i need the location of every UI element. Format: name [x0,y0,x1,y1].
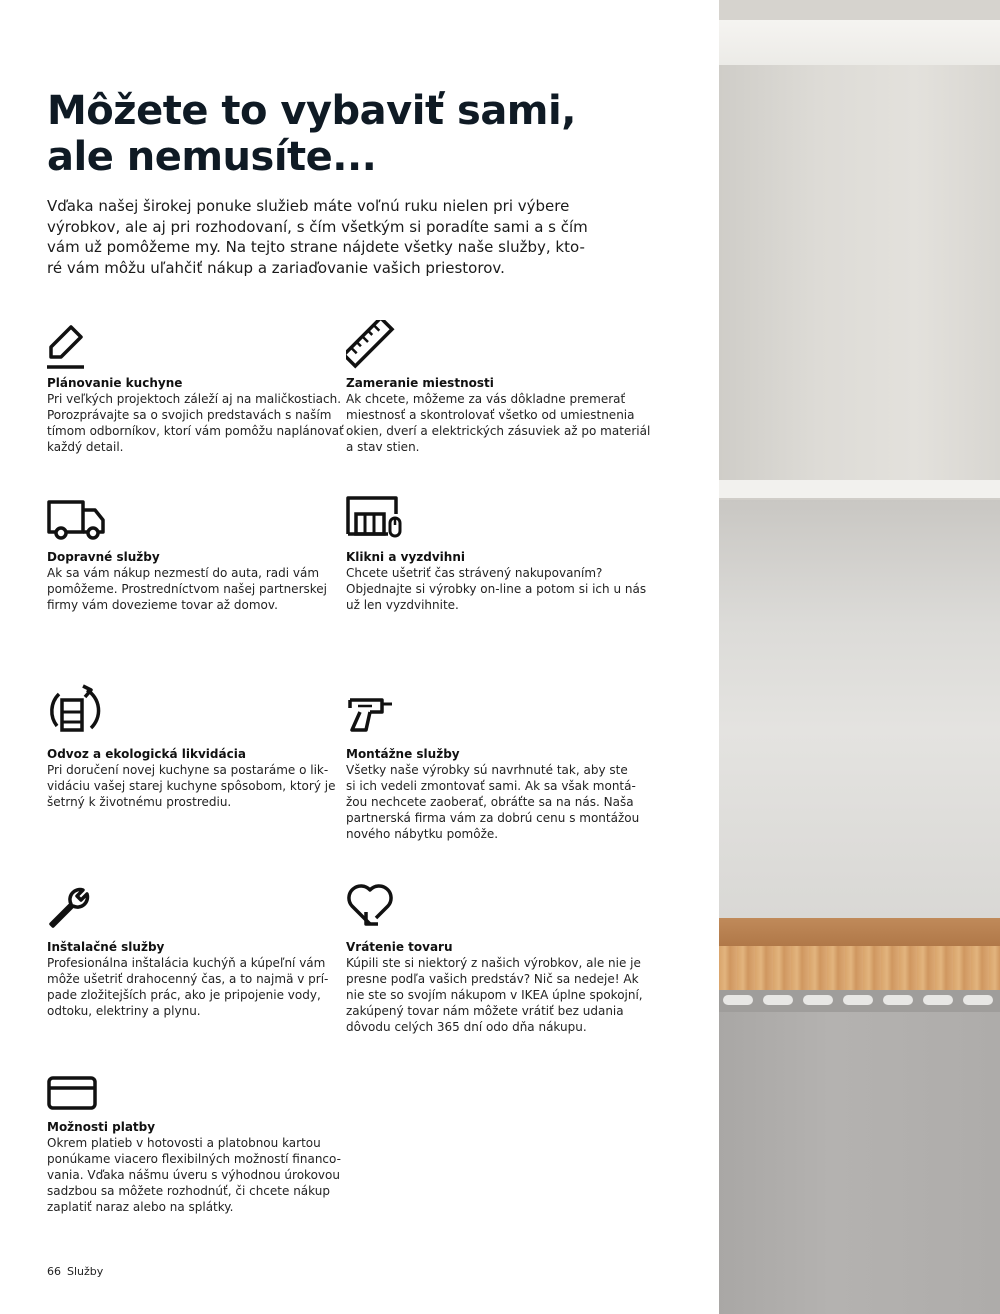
desc-line: presne podľa vašich predstáv? Nič sa nedeje! Ak [346,972,639,986]
photo-upper-cabinet [719,65,1000,480]
desc-line: Okrem platieb v hotovosti a platobnou kartou [47,1136,321,1150]
service-description [47,1135,341,1215]
desc-line: zakúpený tovar nám môžete vrátiť bez udania [346,1004,624,1018]
desc-line: Kúpili ste si niektorý z našich výrobkov, ale nie je [346,956,641,970]
desc-line: dôvodu celých 365 dní odo dňa nákupu. [346,1020,587,1034]
desc-line: firmy vám dovezieme tovar až domov. [47,598,278,612]
rail-slot [843,995,873,1005]
desc-line: zaplatiť naraz alebo na splátky. [47,1200,234,1214]
photo-shelf-edge [719,480,1000,500]
intro-line: ré vám môžu uľahčiť nákup a zariaďovanie vašich priestorov. [47,258,505,277]
page-footer [47,1265,103,1278]
desc-line: už len vyzdvihnite. [346,598,459,612]
desc-line: Ak sa vám nákup nezmestí do auta, radi vám [47,566,320,580]
intro-paragraph [47,196,588,278]
service-title: Klikni a vyzdvihni [346,550,465,564]
click-collect-icon [346,494,410,546]
desc-line: Pri veľkých projektoch záleží aj na maličkostiach. [47,392,342,406]
service-title: Odvoz a ekologická likvidácia [47,747,246,761]
desc-line: si ich vedeli zmontovať sami. Ak sa však montá- [346,779,636,793]
desc-line: pomôžeme. Prostredníctvom našej partnerskej [47,582,327,596]
service-title: Dopravné služby [47,550,160,564]
drill-icon [346,694,410,746]
desc-line: nového nábytku pomôže. [346,827,499,841]
intro-line: Vďaka našej širokej ponuke služieb máte voľnú ruku nielen pri výbere [47,197,570,215]
desc-line: Všetky naše výrobky sú navrhnuté tak, aby ste [346,763,628,777]
desc-line: šetrný k životnému prostrediu. [47,795,232,809]
desc-line: vania. Vďaka nášmu úveru s výhodnou úrokovou [47,1168,340,1182]
desc-line: tímom odborníkov, ktorí vám pomôžu naplánovať [47,424,344,438]
desc-line: odtoku, elektriny a plynu. [47,1004,201,1018]
rail-slot [883,995,913,1005]
photo-ceiling [719,0,1000,20]
page-number: 66 [47,1265,61,1278]
rail-slot [723,995,753,1005]
desc-line: vidáciu vašej starej kuchyne spôsobom, ktorý je [47,779,336,793]
desc-line: žou nechcete zaoberať, obráťte sa na nás. Naša [346,795,634,809]
truck-icon [47,494,111,546]
photo-cabinet-top [719,20,1000,65]
desc-line: môže ušetriť drahocenný čas, a to najmä v prí- [47,972,329,986]
service-description [346,565,646,613]
service-description [47,565,327,613]
photo-wall [719,500,1000,918]
desc-line: Objednajte si výrobky on-line a potom si ich u nás [346,582,647,596]
desc-line: okien, dverí a elektrických zásuviek až po materiál [346,424,651,438]
ruler-icon [346,320,410,372]
service-description [47,955,328,1019]
credit-card-icon [47,1072,111,1124]
pencil-icon [47,325,111,377]
desc-line: sadzbou sa môžete rozhodnúť, či chcete nákup [47,1184,330,1198]
desc-line: miestnosť a skontrolovať všetko od umiestnenia [346,408,635,422]
intro-line: výrobkov, ale aj pri rozhodovaní, s čím všetkým si poradíte sami a s čím [47,217,588,236]
desc-line: a stav stien. [346,440,420,454]
desc-line: Chcete ušetriť čas strávený nakupovaním? [346,566,603,580]
kitchen-photo [719,0,1000,1314]
desc-line: Pri doručení novej kuchyne sa postaráme o lik- [47,763,329,777]
rail-slot [803,995,833,1005]
heading-line: Môžete to vybaviť sami, [47,88,576,134]
service-title: Vrátenie tovaru [346,940,453,954]
photo-countertop-edge [719,946,1000,990]
intro-line: vám už pomôžeme my. Na tejto strane nájdete všetky naše služby, kto- [47,238,585,256]
desc-line: nie ste so svojím nákupom v IKEA úplne spokojní, [346,988,643,1002]
desc-line: ponúkame viacero flexibilných možností financo- [47,1152,341,1166]
desc-line: Profesionálna inštalácia kuchýň a kúpeľní vám [47,956,326,970]
heading-line: ale nemusíte... [47,134,377,180]
service-description [346,762,639,842]
service-title: Zameranie miestnosti [346,376,494,390]
recycle-cart-icon [47,684,111,736]
desc-line: pade zložitejších prác, ako je pripojenie vody, [47,988,321,1002]
service-description [47,762,335,810]
wrench-icon [47,886,111,938]
rail-slot [963,995,993,1005]
page-heading [47,88,687,180]
desc-line: partnerská firma vám za dobrú cenu s montážou [346,811,640,825]
heart-return-icon [346,880,410,932]
desc-line: Ak chcete, môžeme za vás dôkladne premerať [346,392,626,406]
photo-lower-cabinet [719,1012,1000,1314]
desc-line: každý detail. [47,440,124,454]
rail-slot [923,995,953,1005]
rail-slot [763,995,793,1005]
service-title: Montážne služby [346,747,460,761]
section-name: Služby [67,1265,104,1278]
service-title: Možnosti platby [47,1120,156,1134]
service-description [47,391,344,455]
photo-countertop [719,918,1000,946]
service-title: Plánovanie kuchyne [47,376,183,390]
service-description [346,391,650,455]
desc-line: Porozprávajte sa o svojich predstavách s naším [47,408,332,422]
service-description [346,955,643,1035]
service-title: Inštalačné služby [47,940,165,954]
